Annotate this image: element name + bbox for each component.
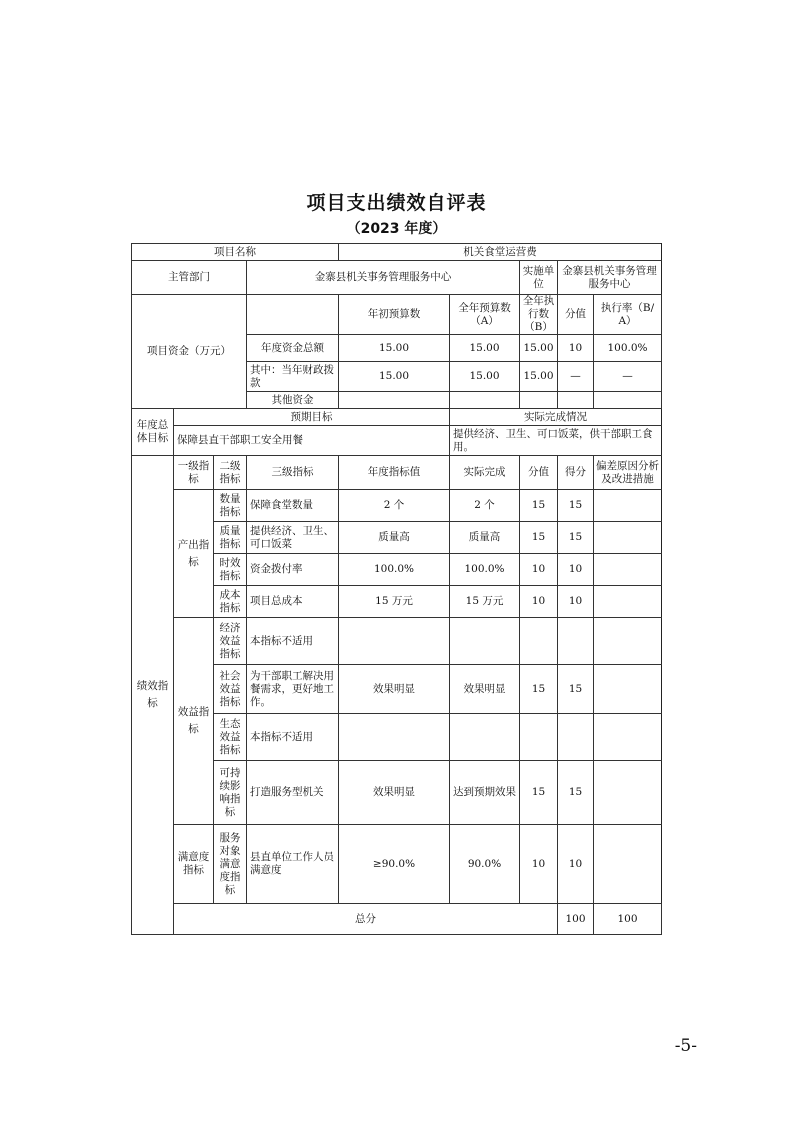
funds-rate: 100.0% [594, 335, 662, 362]
indicator-actual: 90.0% [450, 825, 520, 904]
indicator-weight: 15 [520, 490, 558, 522]
funds-row-label: 年度资金总额 [247, 335, 339, 362]
indicator-score: 15 [558, 761, 594, 825]
indicator-target: 100.0% [339, 554, 450, 586]
funds-exec: 15.00 [520, 335, 558, 362]
indicator-l2: 服务对象满意度指标 [214, 825, 247, 904]
impl-value: 金寨县机关事务管理服务中心 [558, 261, 662, 295]
indicator-reason [594, 761, 662, 825]
funds-exec [520, 392, 558, 409]
funds-initial: 15.00 [339, 335, 450, 362]
page-title: 项目支出绩效自评表 [306, 192, 487, 214]
indicator-weight [520, 714, 558, 761]
indicator-target: ≥90.0% [339, 825, 450, 904]
indicator-l2: 生态效益指标 [214, 714, 247, 761]
funds-row-label: 其他资金 [247, 392, 339, 409]
goals-label: 年度总体目标 [132, 409, 174, 456]
total-score: 100 [594, 904, 662, 935]
indicator-weight: 10 [520, 586, 558, 618]
effect-label: 效益指标 [174, 618, 214, 825]
funds-rate [594, 392, 662, 409]
col-reason: 偏差原因分析及改进措施 [594, 456, 662, 490]
indicator-l2: 时效指标 [214, 554, 247, 586]
funds-label: 项目资金（万元） [132, 295, 247, 409]
indicator-reason [594, 714, 662, 761]
col-l3: 三级指标 [247, 456, 339, 490]
indicator-target: 质量高 [339, 522, 450, 554]
indicator-score: 10 [558, 825, 594, 904]
col-target: 年度指标值 [339, 456, 450, 490]
funds-full: 15.00 [450, 362, 520, 392]
col-l2: 二级指标 [214, 456, 247, 490]
indicator-target [339, 618, 450, 665]
indicator-score: 10 [558, 586, 594, 618]
col-actual: 实际完成 [450, 456, 520, 490]
indicator-reason [594, 586, 662, 618]
indicator-l2: 社会效益指标 [214, 665, 247, 714]
indicator-l3: 保障食堂数量 [247, 490, 339, 522]
indicator-reason [594, 825, 662, 904]
indicator-l3: 本指标不适用 [247, 714, 339, 761]
page-number: -5- [674, 1036, 697, 1056]
indicator-reason [594, 522, 662, 554]
indicator-actual: 效果明显 [450, 665, 520, 714]
indicator-actual: 15 万元 [450, 586, 520, 618]
dept-label: 主管部门 [132, 261, 247, 295]
funds-col-initial: 年初预算数 [339, 295, 450, 335]
indicator-target: 2 个 [339, 490, 450, 522]
funds-full [450, 392, 520, 409]
indicator-l3: 为干部职工解决用餐需求，更好地工作。 [247, 665, 339, 714]
indicator-l2: 质量指标 [214, 522, 247, 554]
output-label: 产出指标 [174, 490, 214, 618]
indicator-l2: 成本指标 [214, 586, 247, 618]
indicator-score [558, 618, 594, 665]
indicator-reason [594, 665, 662, 714]
indicator-actual: 达到预期效果 [450, 761, 520, 825]
impl-label: 实施单位 [520, 261, 558, 295]
indicator-weight: 15 [520, 761, 558, 825]
indicator-weight: 10 [520, 554, 558, 586]
indicator-reason [594, 618, 662, 665]
indicator-target: 效果明显 [339, 761, 450, 825]
funds-blank-header [247, 295, 339, 335]
indicator-target: 效果明显 [339, 665, 450, 714]
indicator-l3: 提供经济、卫生、可口饭菜 [247, 522, 339, 554]
indicator-score [558, 714, 594, 761]
indicator-actual [450, 714, 520, 761]
indicator-weight: 15 [520, 665, 558, 714]
project-name-label: 项目名称 [132, 244, 339, 261]
funds-weight: 10 [558, 335, 594, 362]
funds-col-weight: 分值 [558, 295, 594, 335]
funds-full: 15.00 [450, 335, 520, 362]
indicator-reason [594, 554, 662, 586]
funds-weight: — [558, 362, 594, 392]
total-label: 总分 [174, 904, 558, 935]
funds-initial [339, 392, 450, 409]
indicator-target: 15 万元 [339, 586, 450, 618]
satisfaction-label: 满意度指标 [174, 825, 214, 904]
goals-actual: 提供经济、卫生、可口饭菜，供干部职工食用。 [450, 426, 662, 456]
goals-actual-label: 实际完成情况 [450, 409, 662, 426]
funds-initial: 15.00 [339, 362, 450, 392]
indicator-score: 15 [558, 665, 594, 714]
funds-col-exec: 全年执行数（B） [520, 295, 558, 335]
col-weight: 分值 [520, 456, 558, 490]
indicator-score: 15 [558, 522, 594, 554]
indicator-score: 15 [558, 490, 594, 522]
indicator-score: 10 [558, 554, 594, 586]
indicator-l3: 打造服务型机关 [247, 761, 339, 825]
funds-exec: 15.00 [520, 362, 558, 392]
funds-col-rate: 执行率（B/A） [594, 295, 662, 335]
indicators-label: 绩效指标 [132, 456, 174, 935]
indicator-l2: 数量指标 [214, 490, 247, 522]
total-weight: 100 [558, 904, 594, 935]
indicator-l3: 项目总成本 [247, 586, 339, 618]
indicator-l2: 可持续影响指标 [214, 761, 247, 825]
goals-expected-label: 预期目标 [174, 409, 450, 426]
page-subtitle: （2023 年度） [346, 221, 447, 237]
performance-table [131, 243, 662, 935]
funds-weight [558, 392, 594, 409]
indicator-actual: 100.0% [450, 554, 520, 586]
indicator-actual: 质量高 [450, 522, 520, 554]
indicator-weight: 15 [520, 522, 558, 554]
indicator-l3: 资金拨付率 [247, 554, 339, 586]
funds-col-full: 全年预算数（A） [450, 295, 520, 335]
indicator-reason [594, 490, 662, 522]
indicator-l3: 县直单位工作人员满意度 [247, 825, 339, 904]
dept-value: 金寨县机关事务管理服务中心 [247, 261, 520, 295]
funds-rate: — [594, 362, 662, 392]
project-name-value: 机关食堂运营费 [339, 244, 662, 261]
col-score: 得分 [558, 456, 594, 490]
indicator-actual: 2 个 [450, 490, 520, 522]
funds-row-label: 其中：当年财政拨款 [247, 362, 339, 392]
indicator-weight: 10 [520, 825, 558, 904]
indicator-actual [450, 618, 520, 665]
indicator-l3: 本指标不适用 [247, 618, 339, 665]
indicator-weight [520, 618, 558, 665]
indicator-target [339, 714, 450, 761]
indicator-l2: 经济效益指标 [214, 618, 247, 665]
col-l1: 一级指标 [174, 456, 214, 490]
goals-expected: 保障县直干部职工安全用餐 [174, 426, 450, 456]
